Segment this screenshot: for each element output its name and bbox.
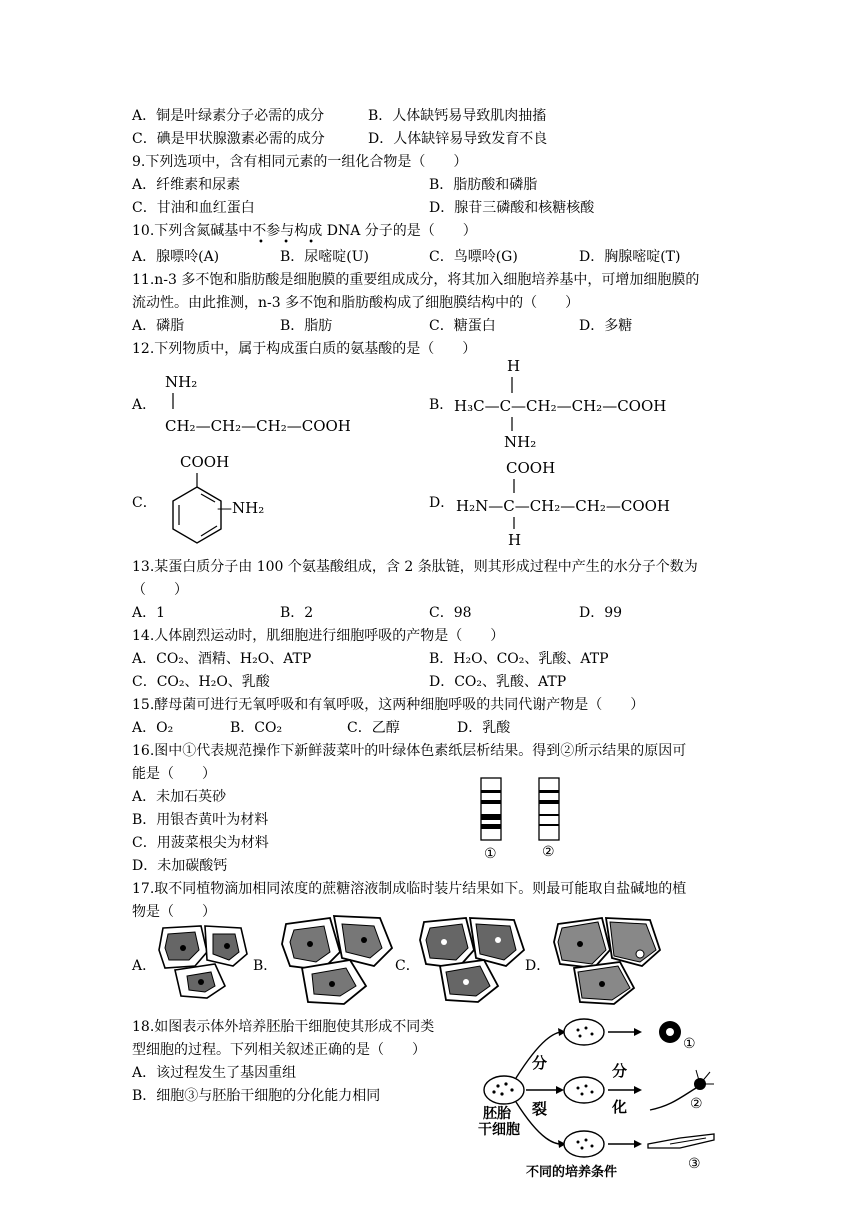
q13-option-d: D．99 [579,605,623,621]
q16-stem-line1: 16.图中①代表规范操作下新鲜菠菜叶的叶绿体色素纸层析结果。得到②所示结果的原因可 [132,743,687,759]
strip-2-label: ② [542,844,555,860]
emphasis-dots: • • • [258,237,323,248]
strip-1 [481,778,501,840]
stem-cell-diagram [470,1010,720,1182]
q17-stem-line2: 物是（ ） [132,904,216,920]
q12-formula-d [452,453,712,548]
q9-stem: 9.下列选项中，含有相同元素的一组化合物是（ ） [132,154,468,170]
formula-d-h: H [508,531,522,548]
benzene-ring [173,487,221,543]
culture-condition-label: 不同的培养条件 [526,1165,618,1180]
q15-option-a: A．O₂ [132,720,174,736]
q13-option-a: A．1 [132,605,166,621]
q16-option-b: B．用银杏黄叶为材料 [132,812,269,828]
q9-option-c: C．甘油和血红蛋白 [132,200,255,216]
stem-cell-label: 干细胞 [478,1122,520,1138]
q14-option-c: C．CO₂、H₂O、乳酸 [132,674,270,690]
cells-b [280,912,395,1007]
q17-option-b: B． [253,958,278,974]
division-label-2: 裂 [532,1100,548,1118]
q14-option-b: B．H₂O、CO₂、乳酸、ATP [429,651,609,667]
q11-stem-line1: 11.n-3 多不饱和脂肪酸是细胞膜的重要组成成分，将其加入细胞培养基中，可增加细胞膜的 [132,272,700,288]
q12-formula-c [155,447,285,555]
dish-1 [564,1019,604,1045]
q11-option-b: B．脂肪 [280,318,333,334]
q13-option-c: C．98 [429,605,472,621]
q12-formula-a [155,367,425,442]
q9-option-b: B．脂肪酸和磷脂 [429,177,538,193]
q17-option-d: D． [525,958,551,974]
q12-option-b: B． [429,397,454,413]
q17-option-c: C． [395,958,420,974]
formula-a-chain: CH₂—CH₂—CH₂—COOH [165,417,351,435]
q16-option-c: C．用菠菜根尖为材料 [132,835,269,851]
q15-stem: 15.酵母菌可进行无氧呼吸和有氧呼吸，这两种细胞呼吸的共同代谢产物是（ ） [132,697,645,713]
differentiation-label-1: 分 [612,1062,628,1080]
q9-option-d: D．腺苷三磷酸和核糖核酸 [429,200,595,216]
formula-a-nh2: NH₂ [165,373,198,391]
formula-c-cooh: COOH [180,453,230,471]
q10-option-b: B．尿嘧啶(U) [280,249,370,265]
q14-option-a: A．CO₂、酒精、H₂O、ATP [132,651,312,667]
embryo-label: 胚胎 [483,1106,511,1122]
q11-option-d: D．多糖 [579,318,633,334]
strip-2 [539,778,559,840]
q13-stem-line1: 13.某蛋白质分子由 100 个氨基酸组成，含 2 条肽链，则其形成过程中产生的水分子个数为 [132,559,698,575]
formula-b-h: H [507,357,521,375]
cell-1-label: ① [683,1036,696,1052]
q12-option-c: C． [132,495,157,511]
q8-option-a: A．铜是叶绿素分子必需的成分 [132,108,325,124]
cell-2-label: ② [690,1096,703,1112]
q17-option-a: A． [132,958,157,974]
q15-option-b: B．CO₂ [230,720,283,736]
q10-option-d: D．胸腺嘧啶(T) [579,249,681,265]
q15-option-d: D．乳酸 [457,720,511,736]
q11-stem-line2: 流动性。由此推测，n-3 多不饱和脂肪酸构成了细胞膜结构中的（ ） [132,295,580,311]
q15-option-c: C．乙醇 [347,720,400,736]
q18-stem-line2: 型细胞的过程。下列相关叙述正确的是（ ） [132,1042,426,1058]
q18-option-a: A．该过程发生了基因重组 [132,1065,297,1081]
cells-d [552,914,664,1006]
chromatography-strips [470,776,580,864]
cell-3-label: ③ [688,1156,701,1172]
dish-3 [564,1131,604,1157]
q11-option-a: A．磷脂 [132,318,185,334]
formula-b-chain: H₃C—C—CH₂—CH₂—COOH [454,397,667,415]
cells-a [155,922,255,1000]
q12-option-d: D． [429,495,455,511]
q17-stem-line1: 17.取不同植物滴加相同浓度的蔗糖溶液制成临时装片结果如下。则最可能取自盐碱地的植 [132,881,687,897]
q14-option-d: D．CO₂、乳酸、ATP [429,674,567,690]
q16-option-d: D．未加碳酸钙 [132,858,228,874]
q11-option-c: C．糖蛋白 [429,318,496,334]
formula-c-nh2: —NH₂ [217,499,265,517]
q12-stem: 12.下列物质中，属于构成蛋白质的氨基酸的是（ ） [132,341,477,357]
q8-option-b: B．人体缺钙易导致肌肉抽搐 [368,108,547,124]
q12-formula-b [452,355,712,450]
division-label-1: 分 [532,1054,548,1072]
q14-stem: 14.人体剧烈运动时，肌细胞进行细胞呼吸的产物是（ ） [132,628,505,644]
q16-option-a: A．未加石英砂 [132,789,227,805]
q10-option-c: C．鸟嘌呤(G) [429,249,518,265]
strip-1-label: ① [484,846,497,862]
q16-stem-line2: 能是（ ） [132,766,216,782]
q8-option-d: D．人体缺锌易导致发育不良 [368,131,548,147]
q10-stem: 10.下列含氮碱基中不参与构成 DNA 分子的是（ ） [132,223,477,239]
q13-option-b: B．2 [280,605,314,621]
formula-b-nh2: NH₂ [504,433,537,450]
q9-option-a: A．纤维素和尿素 [132,177,241,193]
formula-d-cooh: COOH [506,459,556,477]
q13-stem-line2: （ ） [132,582,188,598]
differentiation-label-2: 化 [612,1098,628,1116]
q12-option-a: A． [132,397,157,413]
q8-option-c: C．碘是甲状腺激素必需的成分 [132,131,325,147]
origin-dish [484,1076,524,1104]
cells-c [418,914,528,1006]
q18-option-b: B．细胞③与胚胎干细胞的分化能力相同 [132,1088,381,1104]
dish-2 [564,1077,604,1103]
formula-d-chain: H₂N—C—CH₂—CH₂—COOH [456,497,670,515]
q10-option-a: A．腺嘌呤(A) [132,249,220,265]
cell-3 [648,1134,714,1148]
q18-stem-line1: 18.如图表示体外培养胚胎干细胞使其形成不同类 [132,1019,435,1035]
